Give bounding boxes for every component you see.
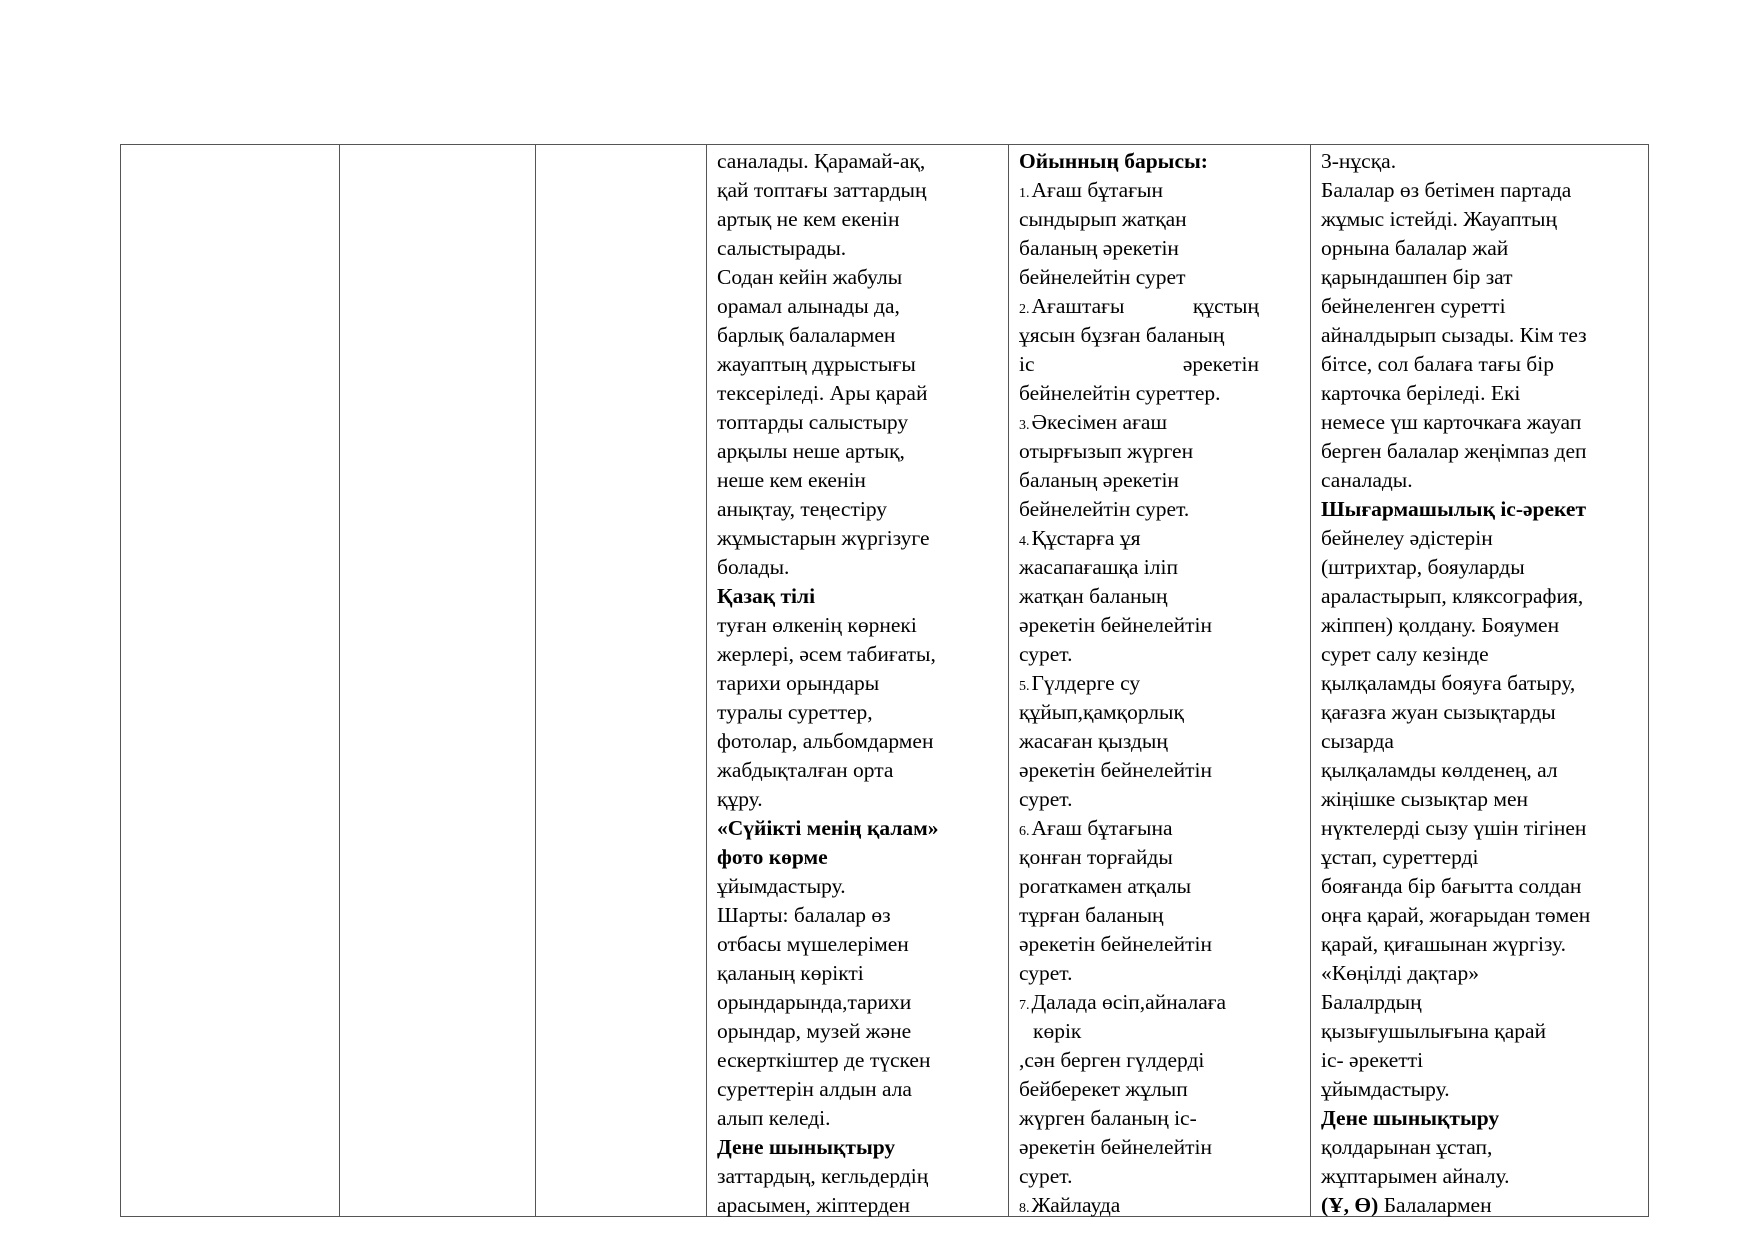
text-line: бейберекет жұлып (1019, 1077, 1188, 1101)
section-heading: фото көрме (717, 845, 828, 869)
text-line: қолдарынан ұстап, (1321, 1135, 1493, 1159)
text-line: қарындашпен бір зат (1321, 265, 1513, 289)
text-line: ,сән берген гүлдерді (1019, 1048, 1205, 1072)
text-line: ұстап, суреттерді (1321, 845, 1479, 869)
text-line: Балалар өз бетімен партада (1321, 178, 1572, 202)
table-column-2 (339, 145, 535, 1216)
text-line: салыстырады. (717, 236, 847, 260)
text-line: сызарда (1321, 729, 1394, 753)
text-line: немесе үш карточкаға жауап (1321, 410, 1582, 434)
text-line: баланың әрекетін (1019, 236, 1179, 260)
list-text: Ағаш бұтағына (1031, 816, 1173, 840)
text-line: жабдықталған орта (717, 758, 894, 782)
text-line: қай топтағы заттардың (717, 178, 927, 202)
text-line: әрекетін бейнелейтін (1019, 613, 1212, 637)
text-line (1321, 1191, 1590, 1220)
text-line: жерлері, әсем табиғаты, (717, 642, 936, 666)
text-line: Содан кейін жабулы (717, 265, 903, 289)
section-heading: «Сүйікті менің қалам» (717, 816, 939, 840)
text-line: сурет. (1019, 1164, 1073, 1188)
text-line: сурет. (1019, 787, 1073, 811)
text-line: нүктелерді сызу үшін тігінен (1321, 816, 1587, 840)
text-line: бейнелеу әдістерін (1321, 526, 1493, 550)
text-line: жіппен) қолдану. Бояумен (1321, 613, 1560, 637)
text-line: қонған торғайды (1019, 845, 1173, 869)
section-heading: Қазақ тілі (717, 584, 816, 608)
list-number: 1. (1019, 186, 1030, 201)
text-line: бітсе, сол балаға тағы бір (1321, 352, 1554, 376)
section-heading: Шығармашылық іс-әрекет (1321, 497, 1587, 521)
list-number: 8. (1019, 1201, 1030, 1216)
text-line: заттардың, кегльдердің (717, 1164, 929, 1188)
text-line: әрекетін бейнелейтін (1019, 758, 1212, 782)
text-line: жауаптың дұрыстығы (717, 352, 916, 376)
text-line: туған өлкенің көрнекі (717, 613, 917, 637)
text-line: құйып,қамқорлық (1019, 700, 1184, 724)
text-line: құру. (717, 787, 763, 811)
list-text: Құстарға ұя (1031, 526, 1141, 550)
text-line: алып келеді. (717, 1106, 831, 1130)
list-text: құстың (1192, 294, 1259, 318)
word: іс (1019, 352, 1035, 376)
text-line: жіңішке сызықтар мен (1321, 787, 1529, 811)
text-line: жүрген баланың іс- (1019, 1106, 1197, 1130)
text-line: карточка беріледі. Екі (1321, 381, 1521, 405)
list-item (1019, 408, 1259, 437)
list-number: 4. (1019, 534, 1030, 549)
list-number: 6. (1019, 824, 1030, 839)
list-item (1019, 1191, 1259, 1220)
column-4-text (717, 147, 939, 1220)
text-line: неше кем екенін (717, 468, 866, 492)
text-line: сындырып жатқан (1019, 207, 1187, 231)
text-line: бояғанда бір бағытта солдан (1321, 874, 1582, 898)
text-line: көрік (1033, 1019, 1082, 1043)
list-item (1019, 524, 1259, 553)
text-line: айналдырып сызады. Кім тез (1321, 323, 1587, 347)
text-line: Балалрдың (1321, 990, 1422, 1014)
text-line: ұйымдастыру. (1321, 1077, 1450, 1101)
document-table (120, 144, 1649, 1217)
text-line: артық не кем екенін (717, 207, 900, 231)
text-line: араластырып, кляксография, (1321, 584, 1584, 608)
text-line (1019, 350, 1259, 379)
table-column-3 (535, 145, 706, 1216)
text-line: әрекетін бейнелейтін (1019, 1135, 1212, 1159)
text-line: «Көңілді дақтар» (1321, 961, 1479, 985)
text-line: тұрған баланың (1019, 903, 1164, 927)
text-line: қылқаламды бояуға батыру, (1321, 671, 1576, 695)
list-number: 7. (1019, 998, 1030, 1013)
table-column-1 (121, 145, 339, 1216)
text-line: 3-нұсқа. (1321, 149, 1397, 173)
word: әрекетін (1182, 352, 1259, 376)
text-line: қаланың көрікті (717, 961, 864, 985)
list-text: Жайлауда (1031, 1193, 1121, 1217)
list-item (1019, 292, 1259, 321)
text-line: сурет. (1019, 961, 1073, 985)
column-6-text (1321, 147, 1590, 1220)
text-line: қарай, қиғашынан жүргізу. (1321, 932, 1566, 956)
list-number: 5. (1019, 679, 1030, 694)
text-line: жасаған қыздың (1019, 729, 1168, 753)
text-line: орнына балалар жай (1321, 236, 1509, 260)
text-line: берген балалар жеңімпаз деп (1321, 439, 1587, 463)
text-line: тарихи орындары (717, 671, 880, 695)
list-item (1019, 988, 1259, 1017)
text-line: отырғызып жүрген (1019, 439, 1194, 463)
text-line: ұясын бұзған баланың (1019, 323, 1225, 347)
list-text: Әкесімен ағаш (1031, 410, 1168, 434)
text-line: ұйымдастыру. (717, 874, 846, 898)
text-line: қызығушылығына қарай (1321, 1019, 1547, 1043)
text-line: бейнелейтін сурет (1019, 265, 1186, 289)
letters-label: (Ұ, Ө) (1321, 1193, 1379, 1217)
text-line: оңға қарай, жоғарыдан төмен (1321, 903, 1591, 927)
list-number: 2. (1019, 302, 1030, 317)
text-line: жасапағашқа іліп (1019, 555, 1178, 579)
text-line: орындар, музей және (717, 1019, 912, 1043)
section-heading: Дене шынықтыру (717, 1135, 896, 1159)
text-line: арқылы неше артық, (717, 439, 905, 463)
text-line: бейнелейтін сурет. (1019, 497, 1190, 521)
text-line: бейнеленген суретті (1321, 294, 1506, 318)
text-line: туралы суреттер, (717, 700, 873, 724)
column-5-text (1019, 147, 1259, 1220)
text-line: тексеріледі. Ары қарай (717, 381, 928, 405)
text-line: болады. (717, 555, 790, 579)
text-line: фотолар, альбомдармен (717, 729, 934, 753)
text-line: Шарты: балалар өз (717, 903, 891, 927)
text-line: арасымен, жіптерден (717, 1193, 910, 1217)
text-line: саналады. Қарамай-ақ, (717, 149, 926, 173)
text-line: саналады. (1321, 468, 1413, 492)
section-heading: Ойынның барысы: (1019, 149, 1208, 173)
text-line: баланың әрекетін (1019, 468, 1179, 492)
list-item (1019, 814, 1259, 843)
text-line: рогаткамен атқалы (1019, 874, 1192, 898)
section-heading: Дене шынықтыру (1321, 1106, 1500, 1130)
text-line: анықтау, теңестіру (717, 497, 888, 521)
list-text: Гүлдерге су (1031, 671, 1141, 695)
list-text: Далада өсіп,айналаға (1031, 990, 1227, 1014)
text-line: сурет. (1019, 642, 1073, 666)
text-line: қылқаламды көлденең, ал (1321, 758, 1558, 782)
text-line: ескерткіштер де түскен (717, 1048, 931, 1072)
text-line: (штрихтар, бояуларды (1321, 555, 1525, 579)
text-line: бейнелейтін суреттер. (1019, 381, 1221, 405)
list-text: Ағаш бұтағын (1031, 178, 1163, 202)
text-line: жұмыстарын жүргізуге (717, 526, 930, 550)
text-line: топтарды салыстыру (717, 410, 909, 434)
text-fragment: Балалармен (1378, 1193, 1492, 1217)
list-text: Ағаштағы (1031, 294, 1125, 318)
text-line: жатқан баланың (1019, 584, 1168, 608)
list-item (1019, 176, 1259, 205)
list-number: 3. (1019, 418, 1030, 433)
text-line: орамал алынады да, (717, 294, 900, 318)
text-line: қағазға жуан сызықтарды (1321, 700, 1556, 724)
text-line: барлық балалармен (717, 323, 896, 347)
text-line: отбасы мүшелерімен (717, 932, 909, 956)
text-line: сурет салу кезінде (1321, 642, 1489, 666)
text-line: суреттерін алдын ала (717, 1077, 912, 1101)
text-line: іс- әрекетті (1321, 1048, 1424, 1072)
list-item (1019, 669, 1259, 698)
text-line: жұптарымен айналу. (1321, 1164, 1510, 1188)
text-line: жұмыс істейді. Жауаптың (1321, 207, 1557, 231)
text-line: әрекетін бейнелейтін (1019, 932, 1212, 956)
text-line: орындарында,тарихи (717, 990, 912, 1014)
